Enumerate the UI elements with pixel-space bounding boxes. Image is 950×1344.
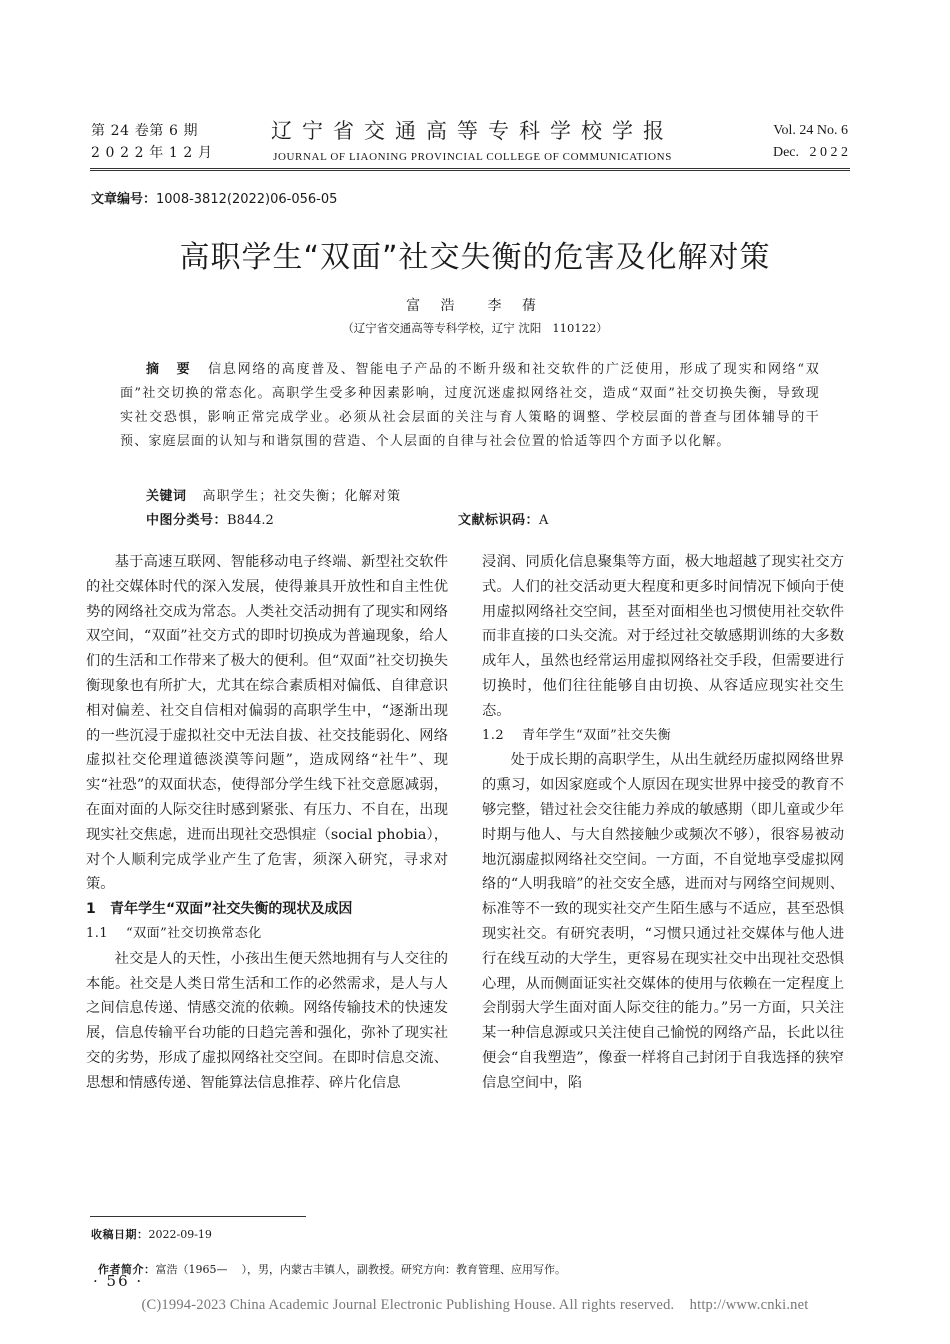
received-value: 2022-09-19 (148, 1228, 212, 1241)
volume-en: Vol. 24 No. 6 (773, 123, 848, 138)
author-bio (91, 1248, 566, 1277)
doc-code-value: A (539, 513, 549, 528)
subsection-1-1-number: 1.1 (86, 925, 109, 941)
paragraph-1-2: 处于成长期的高职学生，从出生就经历虚拟网络世界的熏习，如因家庭或个人原因在现实世界中接受的教育不够完整，错过社会交往能力养成的敏感期（即儿童或少年时期与他人、与大自然接触少或频次不够），很容易被动地沉溺虚拟网络社交空间。一方面，不自觉地享受虚拟网络的“人明我暗”的社交安全感，进而对与网络空间规则、标准等不一致的现实社交产生陌生感与不适应，甚至恐惧现实社交。有研究表明，“习惯只通过社交媒体与他人进行在线互动的大学生，更容易在现实社交中出现社交恐惧心理，从而侧面证实社交媒体的使用与依赖在一定程度上会削弱大学生面对面人际交往的能力。”另一方面，只关注某一种信息源或只关注使自己愉悦的网络产品，长此以往便会“自我塑造”，像蚕一样将自己封闭于自我选择的狭窄信息空间中，陷 (482, 752, 844, 1091)
subsection-1-2-title: 青年学生“双面”社交失衡 (522, 727, 672, 743)
authors: 富 浩 李 蒨 (406, 298, 544, 314)
date-cn: 2 0 2 2 年 1 2 月 (91, 145, 213, 161)
received-date (91, 1226, 212, 1242)
author-bio-label: 作者简介： (98, 1263, 156, 1276)
section-1-heading (86, 897, 448, 922)
date-en: Dec. 2 0 2 2 (772, 145, 848, 160)
clc-value: B844.2 (227, 513, 274, 528)
journal-issue-cn (91, 120, 213, 164)
clc-label: 中图分类号： (146, 513, 228, 528)
article-number-value: 1008-3812(2022)06-056-05 (156, 192, 338, 207)
keywords (146, 485, 401, 504)
copyright-watermark: (C)1994-2023 China Academic Journal Electronic Publishing House. All rights reserved. http://www.cnki.net (141, 1297, 809, 1313)
journal-name-cn: 辽宁省交通高等专科学校学报 (271, 119, 674, 143)
page-number: · 56 · (93, 1272, 144, 1290)
subsection-1-1-heading (86, 922, 448, 947)
doc-code-label: 文献标识码： (458, 513, 540, 528)
article-title: 高职学生“双面”社交失衡的危害及化解对策 (179, 240, 771, 275)
article-number (91, 188, 337, 207)
abstract (120, 358, 820, 454)
subsection-1-2-heading (482, 724, 844, 749)
paragraph-1-1: 社交是人的天性，小孩出生便天然地拥有与人交往的本能。社交是人类日常生活和工作的必然需求，是人与人之间信息传递、情感交流的依赖。网络传输技术的快速发展，信息传输平台功能的日趋完善和强化，弥补了现实社交的劣势，形成了虚拟网络社交空间。在即时信息交流、思想和情感传递、智能算法信息推荐、碎片化信息 (86, 950, 448, 1091)
body-column-right (482, 550, 844, 1096)
subsection-1-2-number: 1.2 (482, 727, 505, 743)
header-rule-2 (90, 170, 850, 171)
article-number-label: 文章编号： (91, 192, 157, 207)
subsection-1-1-title: “双面”社交切换常态化 (126, 925, 262, 941)
journal-name (230, 115, 715, 163)
author-bio-value: 富浩（1965— ），男，内蒙古丰镇人，副教授。研究方向：教育管理、应用写作。 (155, 1263, 566, 1276)
body-column-left (86, 550, 448, 1096)
journal-name-en: JOURNAL OF LIAONING PROVINCIAL COLLEGE OF COMMUNICATIONS (273, 151, 672, 163)
journal-issue-en (748, 120, 848, 164)
affiliation: （辽宁省交通高等专科学校，辽宁 沈阳 110122） (342, 321, 608, 335)
document-code (458, 509, 548, 528)
keywords-label: 关键词 (146, 489, 187, 504)
intro-paragraph: 基于高速互联网、智能移动电子终端、新型社交软件的社交媒体时代的深入发展，使得兼具开放性和自主性优势的网络社交成为常态。人类社交活动拥有了现实和网络双空间，“双面”社交方式的即时切换成为普遍现象，给人们的生活和工作带来了极大的便利。但“双面”社交切换失衡现象也有所扩大，尤其在综合素质相对偏低、自律意识相对偏差、社交自信相对偏弱的高职学生中，“逐渐出现的一些沉浸于虚拟社交中无法自拔、社交技能弱化、网络虚拟社交伦理道德淡漠等问题”，造成网络“社牛”、现实“社恐”的双面状态，使得部分学生线下社交意愿减弱，在面对面的人际交往时感到紧张、有压力、不自在，出现现实社交焦虑，进而出现社交恐惧症（social phobia），对个人顺利完成学业产生了危害，须深入研究，寻求对策。 (86, 554, 448, 893)
footnote-rule (90, 1216, 306, 1217)
abstract-label: 摘 要 (146, 362, 197, 377)
abstract-text: 信息网络的高度普及、智能电子产品的不断升级和社交软件的广泛使用，形成了现实和网络“双面”社交切换的常态化。高职学生受多种因素影响，过度沉迷虚拟网络社交，造成“双面”社交切换失衡，导致现实社交恐惧，影响正常完成学业。必须从社会层面的关注与育人策略的调整、学校层面的普查与团体辅导的干预、家庭层面的认知与和谐氛围的营造、个人层面的自律与社会位置的恰适等四个方面予以化解。 (120, 362, 820, 449)
paragraph-1-1-continued: 浸润、同质化信息聚集等方面，极大地超越了现实社交方式。人们的社交活动更大程度和更多时间情况下倾向于使用虚拟网络社交空间，甚至对面相坐也习惯使用社交软件而非直接的口头交流。对于经过社交敏感期训练的大多数成年人，虽然也经常运用虚拟网络社交手段，但需要进行切换时，他们往往能够自由切换、从容适应现实社交生态。 (482, 554, 844, 719)
section-1-number: 1 (86, 901, 96, 918)
keywords-text: 高职学生；社交失衡；化解对策 (202, 489, 402, 504)
volume-cn: 第 24 卷第 6 期 (91, 123, 199, 139)
clc-number (146, 509, 274, 528)
header-rule (90, 168, 850, 169)
section-1-title: 青年学生“双面”社交失衡的现状及成因 (110, 901, 353, 918)
received-label: 收稿日期： (91, 1228, 149, 1241)
